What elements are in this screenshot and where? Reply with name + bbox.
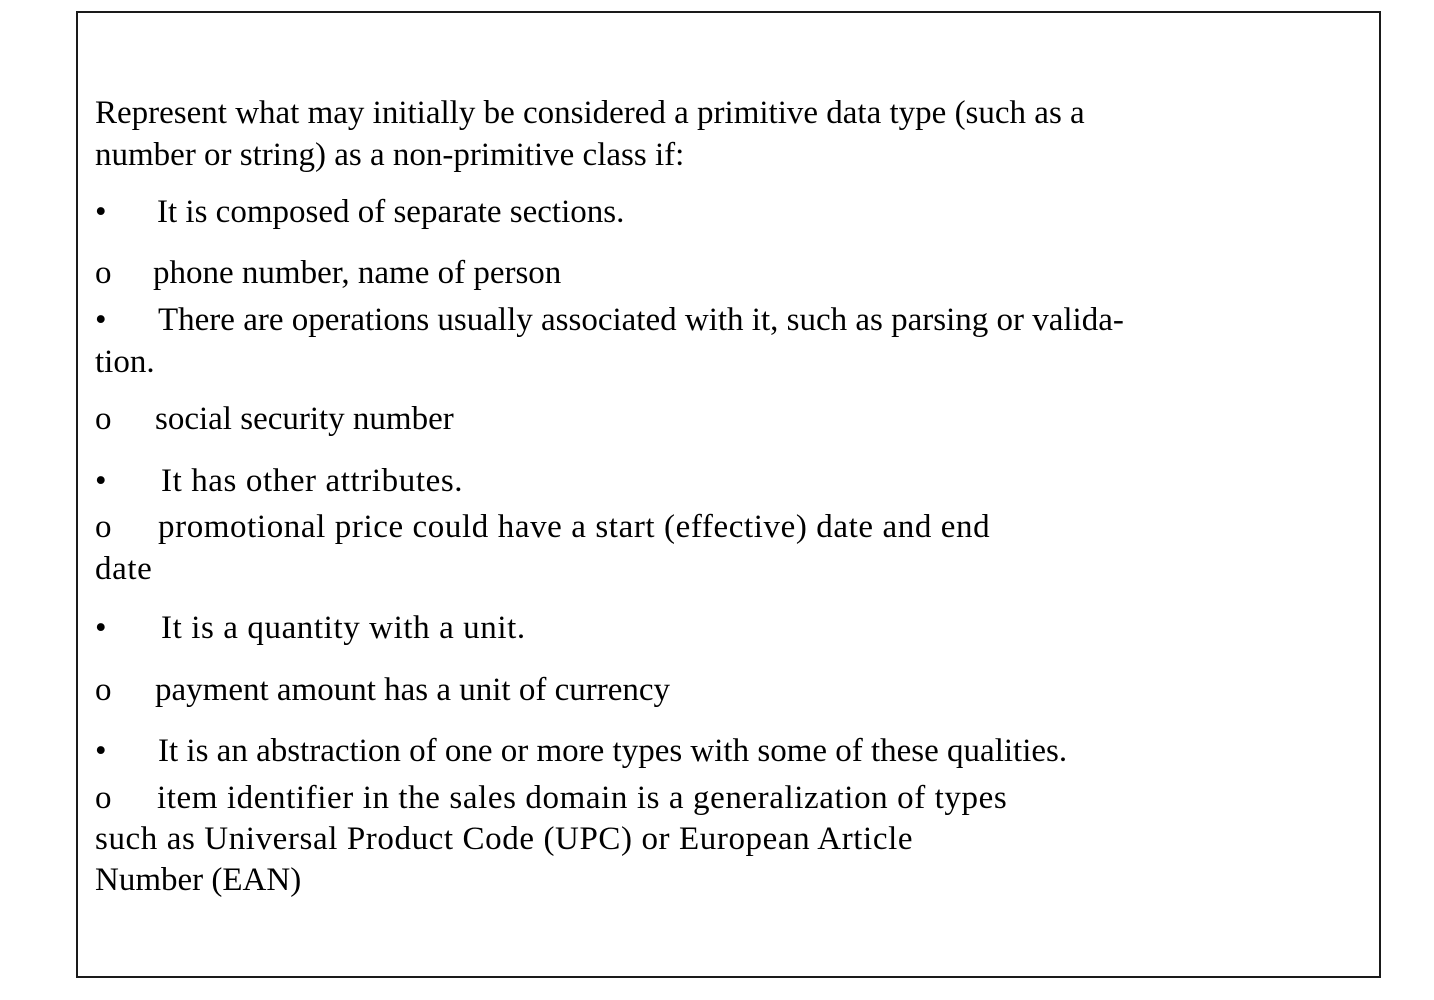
bullet-marker: •: [95, 194, 107, 230]
example-text-item-id-1: item identifier in the sales domain is a generalization of types: [157, 780, 1008, 816]
example-text-promo-1: promotional price could have a start (effective) date and end: [158, 509, 991, 545]
bullet-marker: •: [95, 302, 107, 338]
bullet-text-operations-cont: tion.: [95, 344, 155, 380]
bullet-marker: •: [95, 610, 107, 646]
bullet-marker: •: [95, 733, 107, 769]
example-text-payment: payment amount has a unit of currency: [155, 672, 670, 708]
sub-bullet-marker: o: [95, 780, 112, 816]
bullet-marker: •: [95, 463, 107, 499]
intro-line-2: number or string) as a non-primitive class if:: [95, 137, 685, 173]
sub-bullet-marker: o: [95, 672, 112, 708]
bullet-text-attributes: It has other attributes.: [161, 463, 464, 499]
intro-line-1: Represent what may initially be considered a primitive data type (such as a: [95, 95, 1085, 131]
sub-bullet-marker: o: [95, 255, 112, 291]
bullet-text-composed: It is composed of separate sections.: [157, 194, 625, 230]
bullet-text-operations: There are operations usually associated with it, such as parsing or valida-: [158, 302, 1124, 338]
example-text-item-id-3: Number (EAN): [95, 862, 302, 898]
sub-bullet-marker: o: [95, 401, 112, 437]
bullet-text-quantity: It is a quantity with a unit.: [161, 610, 526, 646]
example-text-ssn: social security number: [155, 401, 454, 437]
example-text-phone: phone number, name of person: [153, 255, 562, 291]
bullet-text-abstraction: It is an abstraction of one or more types with some of these qualities.: [158, 733, 1068, 769]
sub-bullet-marker: o: [95, 509, 112, 545]
example-text-promo-2: date: [95, 551, 153, 587]
example-text-item-id-2: such as Universal Product Code (UPC) or European Article: [95, 821, 914, 857]
